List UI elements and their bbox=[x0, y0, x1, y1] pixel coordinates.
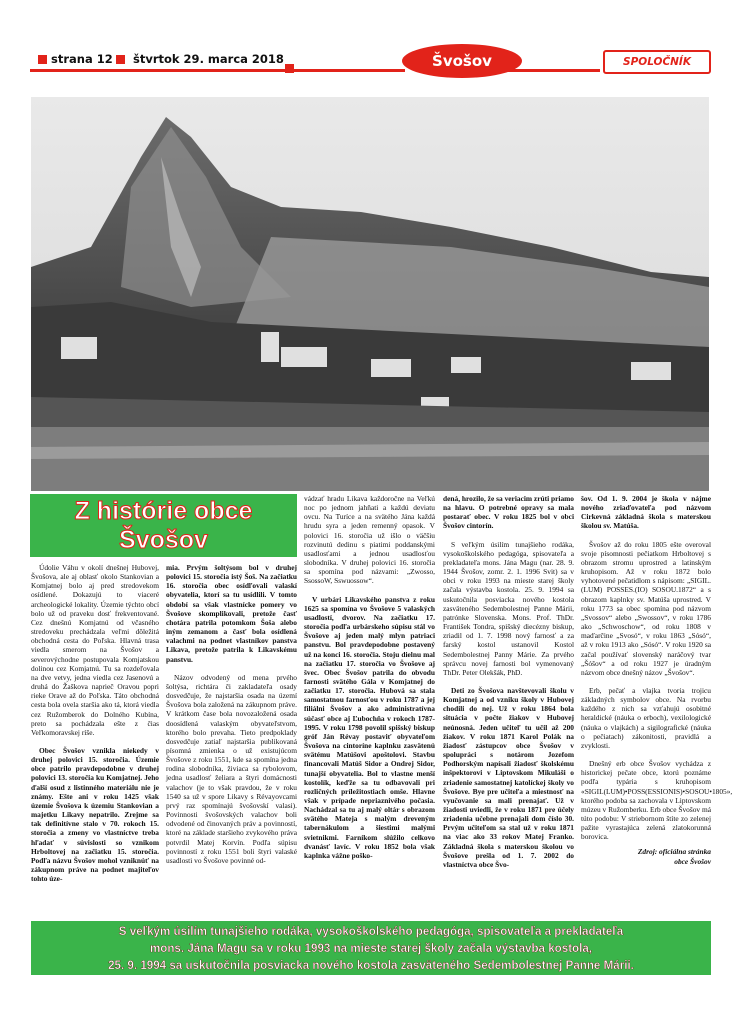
paragraph: V urbári Likavského panstva z roku 1625 sa spomína vo Švošove 5 valaských usadlostí, dvorov. Na začiatku 17. storočia podľa urbárskeho súpisu stál vo Švošove aj jeden malý mlyn patriaci panstvu. Bol pravdepodobne postavený už na konci 16. storočia. Stoju dielnu mal na začiatku 17. storočia vo Švošove aj švec. Obec Švošov patrila do obvodu farnosti svätého Gála v Komjatnej do začiatku 17. storočia. Hubová sa stala samostatnou farnosťou v roku 1787 a jej filiálni Švošov a ako administratívna súčasť obce aj Ľubochňa v rokoch 1787-1995. V roku 1798 povolil spišský biskup gróf Ján Révay postaviť obyvateľom Švošova na cintoríne kaplnku zasvätenú svätému Matúšovi apoštolovi. Stavbu financovali Matúš Sidor a Ondrej Sidor, tunajší obyvatelia. Bol to vlastne menší kostolík, keďže sa tu odbavovali pri rozličných príležitostiach omše. Hlavne však v prípade nepriaznivého počasia. Nachádzal sa tu aj malý oltár s obrazom svätého Mateja s malým dreveným tabernákulom a šiestimi malými svietnikmi. Farníkom slúžilo celkovo dvanásť lavíc. V roku 1852 bola však kaplnka vážne poško- bbox=[304, 594, 435, 860]
paragraph: Údolie Váhu v okolí dnešnej Hubovej, Švošova, ale aj oblasť okolo Stankovian a Komjatnej bolo aj pred stredovekom osídlené. Dokazujú to viaceré archeologické lokality. Územie týchto obcí bolo už od praveku dosť frekventované. Cez dnešnú Komjatnú od včasného stredoveku prechádzala veľmi dôležitá obchodná cesta do Poľska. Hlavná trasa viedla smerom na Švošov a severovýchodne postupovala Komjatskou dolinou cez Komjatnú. Tu sa rozdeľovala na dve vetvy, jedna viedla cez Jasenovú a druhá do Žaškova naprieč Oravou popri rieke Orave až do Poľska. Táto obchodná cesta bola ovela staršia ako tá, ktorá viedla cez Ružomberok do Dolného Kubína, preto sa pochádzala ešte z čias Veľkomoravskej ríše. bbox=[31, 563, 159, 737]
paragraph: S veľkým úsilím tunajšieho rodáka, vysokoškolského pedagóga, spisovateľa a prekladateľa mons. Jána Magu (nar. 28. 9. 1944 Švošov, zomr. 2. 1. 1996 Svit) sa v obci v roku 1993 na mieste starej školy začala výstavba kostola. 25. 9. 1994 sa uskutočnila posviacka nového kostola zasväteného Sedembolestnej Panne Márii, patrónke Slovenska. Mons. Prof. ThDr. František Tondra, spišský diecézny biskup, zriadil od 1. 7. 1998 nový farnosť a za farský kostol ustanovil Kostol Sedembolestnej Panny Márie. Za prvého správcu novej farnosti bol vymenovaný ThDr. Peter Olekšák, PhD. bbox=[443, 539, 574, 677]
paragraph: šov. Od 1. 9. 2004 je škola v nájme nového zriaďovateľa pod názvom Cirkevná základná škola s materskou školou sv. Matúša. bbox=[581, 494, 711, 531]
paragraph: Názov odvodený od mena prvého šoltýsa, richtára či zakladateľa osady dosvedčuje, že najstaršia osada na území Švošova bola založená na zákupnom práve. V krátkom čase bola novozaložená osada doosídlená valaským obyvateľstvom, ktorého bolo prevaha. Tieto predpoklady dosvedčuje zatiaľ najstaršia publikovaná písomná zmienka o už existujúcom Švošove z roku 1551, kde sa spomína jedna rodina slobodníka, živiaca sa rybolovom, jedna usadlosť želiara a štyri domácnosti valachov (je to však pravdou, že v roku 1540 sa už v spore Likavy s Révayovcami prvý raz spomínajú švošovskí valasi). Povinnosti švošovských valachov boli odvodené od činovaných práv a povinností, ktoré na základe staršieho zvykového práva potvrdil Matej Korvín. Podľa súpisu povinností z roku 1551 boli štyri valaské usadlosti vo Švošove povinné od- bbox=[166, 672, 297, 865]
red-square-icon bbox=[116, 55, 125, 64]
red-square-icon bbox=[285, 64, 294, 73]
banner-line-2: mons. Jána Magu sa v roku 1993 na mieste starej školy začala výstavba kostola, bbox=[149, 942, 593, 955]
page-header bbox=[0, 0, 741, 96]
paragraph: Dnešný erb obce Švošov vychádza z historickej pečate obce, ktorú poznáme podľa typária s kruhopisom «SIGIL(LUM)•POSS(ESSIONIS)•SOSOU•1805», ktorého podoba sa zachovala v Liptovskom múzeu v Ružomberku. Erb obce Švošov má túto podobu: V striebornom štíte zo zelenej pažite vyrastajúca zelená zlatokorunná borovica. bbox=[581, 759, 733, 842]
banner-line-1: S veľkým úsilím tunajšieho rodáka, vysokoškolského pedagóga, spisovateľa a prekladateľa bbox=[118, 925, 624, 938]
article-column-4 bbox=[443, 494, 574, 915]
paragraph: Erb, pečať a vlajka tvoria trojicu základných symbolov obce. Na rvorbu každého z nich sa vzťahujú osobitné heraldické (náuka o erboch), vexilologické (náuka o vlajkách) a sigilografické (náuka o pečiatach) zákonitosti, pravidlá a zvyklosti. bbox=[581, 685, 711, 750]
landscape-photo-icon bbox=[31, 97, 709, 491]
section-label: Švošov bbox=[402, 44, 522, 78]
article-column-5 bbox=[581, 494, 733, 915]
article-column-3 bbox=[304, 494, 435, 915]
paragraph: Deti zo Švošova navštevovali školu v Komjatnej a od vzniku školy v Hubovej chodili do nej. Už v roku 1864 bola situácia v počte žiakov v Hubovej neúnosná. Jeden učiteľ tu učil až 200 žiakov. V roku 1871 Karol Polák na žiadosť zástupcov obce Švošov v spolupráci s notárom Jozefom Podhorským napísali žiadosť školskému inšpektorovi v Liptovskom Mikuláši o zriadenie samostatnej katolíckej školy vo Švošove. Bye pre učiteľa a miestnosť na vyučovanie sa mali prenajať. Už v žiadosti uviedli, že v roku 1871 pre účely zriadenia učebne prenajali dom číslo 30. Prvým učiteľom sa stal už v roku 1871 na viac ako 33 rokov Matej Franko. Základná škola s materskou školou vo Švošove prešla od 1. 7. 2002 do vlastníctva obce Švo- bbox=[443, 685, 574, 869]
source-signature bbox=[581, 847, 711, 865]
title-line-1: Z histórie obce bbox=[74, 497, 253, 525]
historical-photo bbox=[31, 97, 709, 491]
paragraph: Obec Švošov vznikla niekedy v druhej polovici 15. storočia. Územie obce patrilo pravdepodobne v druhej polovici 13. storočia ku Komjatnej. Jeho ďalší osud z listinného materiálu nie je známy. Ešte ani v roku 1425 však územie Švošova k územiu Stankovian a majetku Likavy nepatrilo. Zrejme sa tak definitívne stalo v 70. rokoch 15. storočia a zmeny vo vlastníctve treba hľadať v súvislosti so vznikom Hrboltovej na začiatku 15. storočia. Podľa názvu Švošov mohol vzniknúť na zákupnom práve na podnet majiteľov tohto úze- bbox=[31, 745, 159, 884]
signature-line: Zdroj: oficiálna stránka bbox=[637, 847, 711, 857]
paragraph: dená, hrozilo, že sa veriacim zrúti priamo na hlavu. O potrebné opravy sa mala postarať obec. V roku 1825 bol v obci Švošov cintorín. bbox=[443, 494, 574, 531]
paragraph: mia. Prvým šoltýsom bol v druhej polovici 15. storočia istý Šoš. Na začiatku 16. storočia obec osídľovali valaskí obyvatelia, ktorí sa tu usídlili. V tomto období sa však vlastnícke pomery vo Švošove skomplikovali, pretože časť chotára patrila potomkom Šoša alebo iným zemanom a časť bola osídlená valachmi na podnet vlastníkov panstva Likava, pretože patrila k Likavskému panstvu. bbox=[166, 563, 297, 664]
article-column-1 bbox=[31, 563, 159, 915]
banner-line-3: 25. 9. 1994 sa uskutočnila posviacka nového kostola zasväteného Sedembolestnej Panne Márii. bbox=[108, 959, 634, 972]
header-rule bbox=[500, 69, 600, 72]
header-rule bbox=[30, 69, 405, 72]
highlight-banner bbox=[31, 921, 711, 975]
paragraph: Švošov až do roku 1805 ešte overoval svoje písomnosti pečiatkom Hrboltovej s obrazom stromu uprostred a latinským kruhopisom. Až v roku 1872 bolo vyhotovené pečatidlom s nápisom: „SIGIL.(LUM) POSSES.(IO) SOSOU.1872“ a s obrazom kaplnky sv. Matúša uprostred. V roku 1773 sa obec spomína pod názvom „Svossov“ alebo „Swossov“, v roku 1786 ako „Schwoschow“, od roku 1808 v maďarčine „Svosó“, v roku 1863 „Sósó“, až v roku 1913 ako „Sósó“. V roku 1920 sa začal používať slovenský naráčový tvar „Šóšov“ a od roku 1927 je úradným názvom obce dnešný názov „Švošov“. bbox=[581, 539, 711, 677]
article-title bbox=[30, 494, 297, 557]
newspaper-logo: SPOLOČNÍK bbox=[603, 50, 711, 74]
paragraph: vádzať hradu Likava každoročne na Veľkú noc po jednom jahňati a každú deviatu ovcu. Na Turíce a na svätého Jána každá hrudu syra a jeden remenný opasok. V polovici 16. storočia už išlo o väčšiu rozvinutú dedinu s piatimi poddanskými usadlosťami a jednou usadlosťou slobodníka. V druhej polovici 16. storočia sa spomína pod názvami: „Zwosso, SsossoW, Sswuossow“. bbox=[304, 494, 435, 586]
page-number: strana 12 bbox=[51, 52, 113, 66]
title-line-2: Švošov bbox=[119, 526, 208, 554]
issue-date: štvrtok 29. marca 2018 bbox=[133, 52, 284, 66]
signature-line: obce Švošov bbox=[674, 856, 711, 866]
red-square-icon bbox=[38, 55, 47, 64]
article-column-2 bbox=[166, 563, 297, 915]
